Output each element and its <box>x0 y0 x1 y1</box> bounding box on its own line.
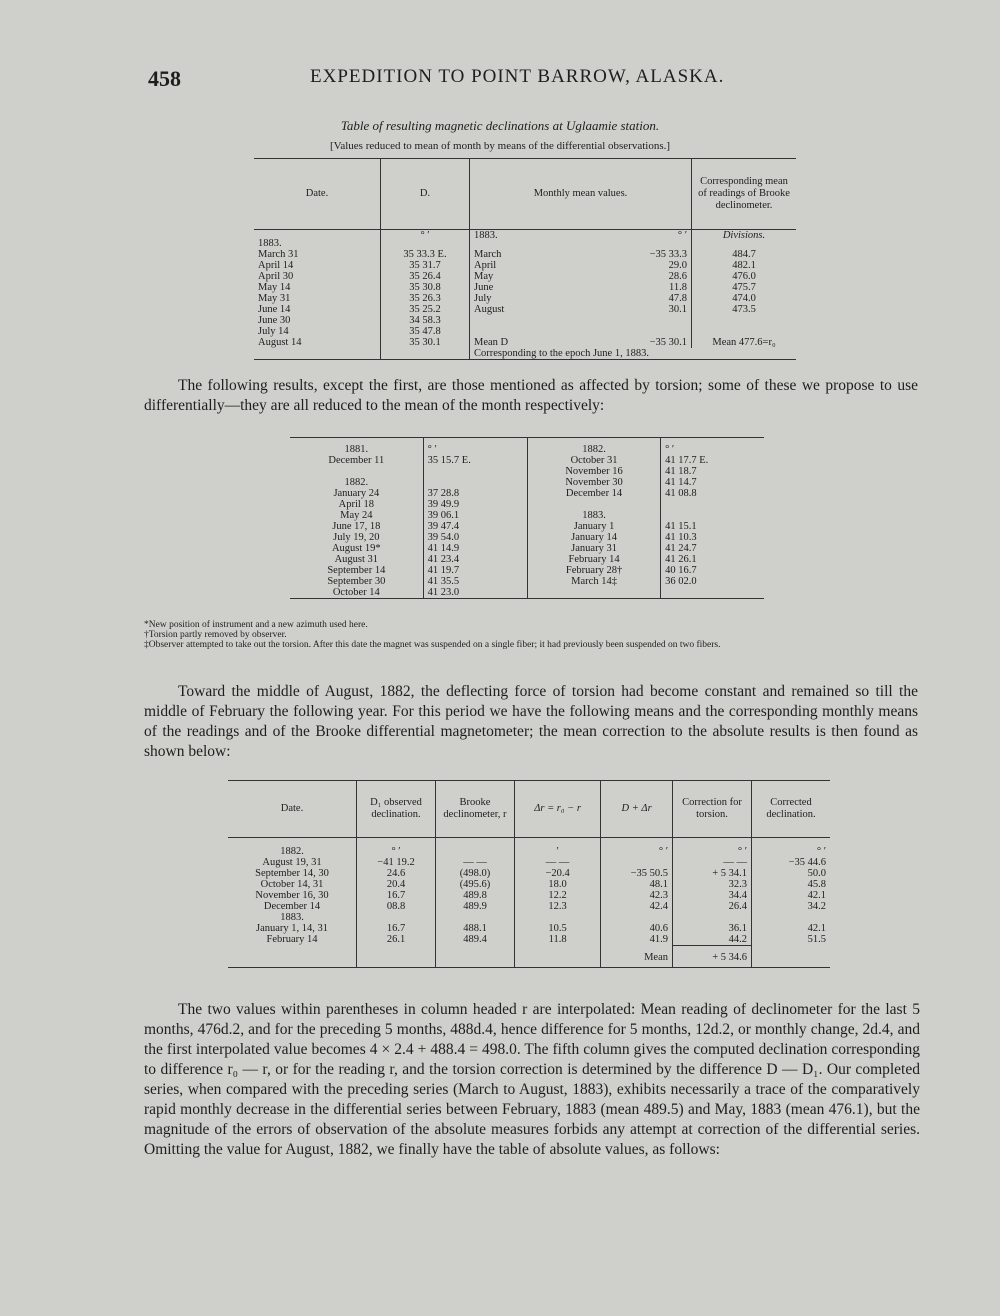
table-cell: 41 23.0 <box>423 587 527 599</box>
table-row <box>228 879 830 890</box>
table-cell: 34.4 <box>673 890 752 901</box>
table-cell <box>423 477 527 488</box>
table-cell: December 14 <box>263 901 321 912</box>
table-cell: −20.4 <box>515 868 601 879</box>
table-cell <box>601 912 673 923</box>
table-cell <box>436 946 515 968</box>
table-cell: April 14 <box>258 260 294 271</box>
mean-row <box>228 946 830 968</box>
table-row <box>290 543 764 554</box>
table-cell: −35 50.5 <box>601 868 673 879</box>
table-cell: 45.8 <box>752 879 831 890</box>
table-cell: September 14 <box>327 565 386 576</box>
table-cell: 26.1 <box>357 934 436 946</box>
table-cell: November 30 <box>528 477 661 488</box>
table-cell: March 14‡ <box>528 576 661 587</box>
table-cell: 41 19.7 <box>423 565 527 576</box>
table-cell: July 19, 20 <box>333 532 380 543</box>
running-head: EXPEDITION TO POINT BARROW, ALASKA. <box>310 66 725 87</box>
table-cell: August 19, 31 <box>262 857 322 868</box>
table-cell: (498.0) <box>436 868 515 879</box>
table-row <box>254 249 796 260</box>
table-row <box>228 934 830 946</box>
table-cell: 36 02.0 <box>661 576 764 587</box>
table-cell: May 14 <box>258 282 291 293</box>
table-cell: 18.0 <box>515 879 601 890</box>
table-cell: 34.2 <box>752 901 831 912</box>
page-number: 458 <box>148 66 181 91</box>
table-cell: 36.1 <box>673 923 752 934</box>
table-cell: −35 30.1 <box>649 337 687 348</box>
col-corrected: Corrected declination. <box>752 781 831 838</box>
table-cell: Corresponding to the epoch June 1, 1883. <box>470 348 797 360</box>
table-cell: 41 15.1 <box>661 521 764 532</box>
table-cell: ° ′ <box>423 438 527 456</box>
table-cell <box>381 348 470 360</box>
footnote: *New position of instrument and a new azimuth used here. <box>144 620 368 630</box>
table-cell: 16.7 <box>357 890 436 901</box>
table-cell: February 28† <box>528 565 661 576</box>
table-cell <box>357 946 436 968</box>
table-row <box>290 438 764 456</box>
table-cell: February 14 <box>528 554 661 565</box>
table-cell: 08.8 <box>357 901 436 912</box>
table-cell: 1882. <box>344 477 369 488</box>
table-cell: 476.0 <box>692 271 797 282</box>
col-brooke: Brooke declinometer, r <box>436 781 515 838</box>
table-cell: August 31 <box>334 554 379 565</box>
table-cell <box>576 315 691 326</box>
table-cell: 48.1 <box>601 879 673 890</box>
table-cell: 35 33.3 E. <box>381 249 470 260</box>
table-cell: January 24 <box>333 488 380 499</box>
table-cell: February 14 <box>266 934 318 945</box>
table-cell: 1883. <box>280 912 304 923</box>
table-cell: 474.0 <box>692 293 797 304</box>
table-cell: November 16, 30 <box>255 890 329 901</box>
table-cell: 41 35.5 <box>423 576 527 587</box>
table-row <box>254 315 796 326</box>
table-cell: January 1 <box>528 521 661 532</box>
table-cell: September 14, 30 <box>255 868 329 879</box>
table-row <box>290 521 764 532</box>
table-cell: + 5 34.6 <box>673 946 752 968</box>
table-cell: 12.2 <box>515 890 601 901</box>
table-cell: 42.1 <box>752 923 831 934</box>
table-cell: 37 28.8 <box>423 488 527 499</box>
table-cell: June 14 <box>258 304 291 315</box>
table-cell: 482.1 <box>692 260 797 271</box>
table-cell <box>752 946 831 968</box>
table-cell: — — <box>515 857 601 868</box>
table-cell: 41.9 <box>601 934 673 946</box>
footnote: ‡Observer attempted to take out the torsion. After this date the magnet was suspended on a single fiber; it had previously been suspended on two fibers. <box>144 640 721 650</box>
table-cell: 16.7 <box>357 923 436 934</box>
table-cell <box>436 912 515 923</box>
table-cell: 20.4 <box>357 879 436 890</box>
table-cell: 1882. <box>280 846 304 857</box>
table-cell: 35 31.7 <box>381 260 470 271</box>
table-cell: 30.1 <box>668 304 687 315</box>
table-cell: 39 49.9 <box>423 499 527 510</box>
table-cell: August 19* <box>331 543 381 554</box>
table-cell <box>528 499 661 510</box>
table-footer-row <box>254 348 796 360</box>
table-cell: ° ′ <box>661 438 764 456</box>
table-cell: July <box>470 293 577 304</box>
table-cell: December 11 <box>328 455 385 466</box>
table-cell: 24.6 <box>357 868 436 879</box>
col-monthly: Monthly mean values. <box>470 159 692 230</box>
table-cell: 35 15.7 E. <box>423 455 527 466</box>
table-cell: 11.8 <box>515 934 601 946</box>
table-cell: 1881. <box>344 444 369 455</box>
table-cell: November 16 <box>528 466 661 477</box>
table-cell: 41 24.7 <box>661 543 764 554</box>
table-cell: 35 30.1 <box>381 337 470 348</box>
table-cell: 489.8 <box>436 890 515 901</box>
table-cell: March <box>470 249 577 260</box>
table-cell: January 31 <box>528 543 661 554</box>
col-d: D. <box>381 159 470 230</box>
table-cell: 41 08.8 <box>661 488 764 499</box>
table-cell <box>228 946 357 968</box>
table-cell: April 30 <box>258 271 294 282</box>
table-cell <box>436 838 515 858</box>
table-cell: June <box>470 282 577 293</box>
table-cell: October 14 <box>332 587 380 598</box>
table-cell: 41 18.7 <box>661 466 764 477</box>
col-date: Date. <box>254 159 381 230</box>
table-row <box>254 260 796 271</box>
torsion-results-table <box>290 437 764 599</box>
correction-table <box>228 780 830 968</box>
paragraph-1: The following results, except the first, are those mentioned as affected by torsion; some of these we propose to use differentially—they are all reduced to the mean of the month respectively: <box>144 377 918 414</box>
table-cell: 41 23.4 <box>423 554 527 565</box>
table-row <box>228 857 830 868</box>
table-cell <box>692 315 797 326</box>
table-cell: ° ′ <box>752 838 831 858</box>
declination-table <box>254 158 796 360</box>
table-cell <box>254 348 381 360</box>
table-cell <box>692 326 797 337</box>
table-cell: 26.4 <box>673 901 752 912</box>
table-row <box>290 455 764 466</box>
table-cell: 40.6 <box>601 923 673 934</box>
table-cell: ° ′ <box>677 230 687 241</box>
table-cell: (495.6) <box>436 879 515 890</box>
table-cell: ° ′ <box>673 838 752 858</box>
table-cell: April 18 <box>338 499 374 510</box>
table-cell: 40 16.7 <box>661 565 764 576</box>
table-row <box>254 282 796 293</box>
table-row <box>254 230 796 250</box>
table-row <box>290 576 764 587</box>
table-cell: 35 26.4 <box>381 271 470 282</box>
table-cell: 489.4 <box>436 934 515 946</box>
table-cell: 35 47.8 <box>381 326 470 337</box>
table-row <box>228 901 830 912</box>
table-cell: 35 30.8 <box>381 282 470 293</box>
table-cell: 34 58.3 <box>381 315 470 326</box>
col-delta-r: Δr = r₀ − r <box>515 781 601 838</box>
table-cell <box>661 587 764 599</box>
table-cell: 473.5 <box>692 304 797 315</box>
table-row <box>254 337 796 348</box>
table-row <box>290 587 764 599</box>
table-row <box>290 477 764 488</box>
table-row <box>254 304 796 315</box>
table-cell: 44.2 <box>673 934 752 946</box>
table-cell: Divisions. <box>692 230 797 250</box>
table-row <box>290 510 764 521</box>
table-cell: March 31 <box>258 249 299 260</box>
table-cell <box>601 857 673 868</box>
table-cell: 11.8 <box>669 282 687 293</box>
table-cell <box>423 466 527 477</box>
table-cell: April <box>470 260 577 271</box>
table-row <box>290 488 764 499</box>
table-row <box>254 271 796 282</box>
col-observed: D₁ observed declination. <box>357 781 436 838</box>
table-cell: 28.6 <box>668 271 687 282</box>
table-cell <box>470 315 577 326</box>
table-row <box>290 554 764 565</box>
table-cell: August 14 <box>258 337 302 348</box>
table-cell: 41 26.1 <box>661 554 764 565</box>
table-cell <box>515 946 601 968</box>
table-cell <box>357 912 436 923</box>
table-cell: 29.0 <box>668 260 687 271</box>
table-cell: 41 10.3 <box>661 532 764 543</box>
table-row <box>228 923 830 934</box>
table-cell <box>661 510 764 521</box>
table-cell <box>528 587 661 599</box>
table-cell: 475.7 <box>692 282 797 293</box>
table-cell: ′ <box>515 838 601 858</box>
table-cell: 51.5 <box>752 934 831 946</box>
table-row <box>228 890 830 901</box>
table-cell: Mean D <box>470 337 577 348</box>
table-cell <box>470 326 577 337</box>
table-cell: January 14 <box>528 532 661 543</box>
table-cell: 42.4 <box>601 901 673 912</box>
paragraph-3: The two values within parentheses in column headed r are interpolated: Mean reading of declinometer for the last 5 months, 476d.2, and for the preceding 5 months, 488d.4, hence difference for 5 months, 12d.2, or monthly change, 2d.4, and the first interpolated value becomes 4 × 2.4 + 488.4 = 498.0. The fifth column gives the computed declination corresponding to difference r₀ — r, or for the reading r, and the torsion correction is determined by the difference D — D₁. Our completed series, when compared with the preceding series (March to August, 1883), exhibits necessarily a trace of the comparatively rapid monthly decrease in the differential series between February, 1883 (mean 489.5) and May, 1883 (mean 476.1), but the magnitude of the errors of observation of the absolute measures forbids any attempt at correction of the differential series. Omitting the value for August, 1882, we finally have the table of absolute values, as follows: <box>144 1001 920 1158</box>
table-cell: 42.3 <box>601 890 673 901</box>
table-cell <box>661 499 764 510</box>
table-cell: June 17, 18 <box>332 521 381 532</box>
table-cell <box>576 326 691 337</box>
table-cell: ° ′ <box>601 838 673 858</box>
table-cell: — — <box>673 857 752 868</box>
table-cell: September 30 <box>327 576 386 587</box>
table-row <box>290 466 764 477</box>
table-cell <box>752 912 831 923</box>
table-row <box>228 868 830 879</box>
table-cell: October 31 <box>528 455 661 466</box>
table-cell: ° ′ <box>381 230 470 250</box>
table-cell: 50.0 <box>752 868 831 879</box>
table-cell: 10.5 <box>515 923 601 934</box>
table-cell: May 31 <box>258 293 291 304</box>
footnotes <box>144 620 924 650</box>
paragraph-2: Toward the middle of August, 1882, the deflecting force of torsion had become constant and remained so till the middle of February the following year. For this period we have the following means and the corresponding monthly means of the readings and of the Brooke differential magnetometer; the mean correction to the absolute results is then found as shown below: <box>144 683 918 760</box>
table-cell: December 14 <box>528 488 661 499</box>
table-cell: 484.7 <box>692 249 797 260</box>
table-cell: 47.8 <box>668 293 687 304</box>
table-cell: Mean <box>601 946 673 968</box>
col-date: Date. <box>228 781 357 838</box>
table-cell: 41 17.7 E. <box>661 455 764 466</box>
table-cell: 35 26.3 <box>381 293 470 304</box>
table-row <box>228 912 830 923</box>
table-cell <box>673 912 752 923</box>
footnote: †Torsion partly removed by observer. <box>144 630 287 640</box>
table-cell: 1883. <box>258 238 282 249</box>
table-cell: 1883. <box>470 230 577 250</box>
table-cell <box>515 912 601 923</box>
table-cell: −35 44.6 <box>752 857 831 868</box>
table-row <box>290 532 764 543</box>
col-d-plus-delta: D + Δr <box>601 781 673 838</box>
table-cell: August <box>470 304 577 315</box>
table-cell: July 14 <box>258 326 289 337</box>
table-cell: 1882. <box>528 438 661 456</box>
table-cell: 41 14.7 <box>661 477 764 488</box>
table-row <box>228 838 830 858</box>
table-cell: −41 19.2 <box>357 857 436 868</box>
table-cell: June 30 <box>258 315 291 326</box>
table-cell: 32.3 <box>673 879 752 890</box>
table-cell: 39 47.4 <box>423 521 527 532</box>
table-cell: January 1, 14, 31 <box>255 923 329 934</box>
table-cell: 12.3 <box>515 901 601 912</box>
table-cell: 39 06.1 <box>423 510 527 521</box>
table-cell: Mean 477.6=r₀ <box>692 337 797 348</box>
table-row <box>254 293 796 304</box>
table-cell: ° ′ <box>357 838 436 858</box>
table-cell: 39 54.0 <box>423 532 527 543</box>
col-correction: Correction for torsion. <box>673 781 752 838</box>
table1-subcaption: [Values reduced to mean of month by means of the differential observations.] <box>329 140 671 152</box>
col-brooke: Corresponding mean of readings of Brooke declinometer. <box>692 159 797 230</box>
table-row <box>254 326 796 337</box>
table-cell: 41 14.9 <box>423 543 527 554</box>
table-cell: May 24 <box>340 510 373 521</box>
table-cell: 42.1 <box>752 890 831 901</box>
table-cell: 1883. <box>528 510 661 521</box>
table-cell: 35 25.2 <box>381 304 470 315</box>
table-cell: 488.1 <box>436 923 515 934</box>
table-cell <box>290 466 423 477</box>
table-row <box>290 565 764 576</box>
table-cell: −35 33.3 <box>649 249 687 260</box>
table-cell: May <box>470 271 577 282</box>
table-cell: + 5 34.1 <box>673 868 752 879</box>
table-cell: 489.9 <box>436 901 515 912</box>
table1-caption: Table of resulting magnetic declinations at Uglaamie station. <box>340 118 660 133</box>
table-row <box>290 499 764 510</box>
table-cell: October 14, 31 <box>260 879 324 890</box>
table-cell: — — <box>436 857 515 868</box>
